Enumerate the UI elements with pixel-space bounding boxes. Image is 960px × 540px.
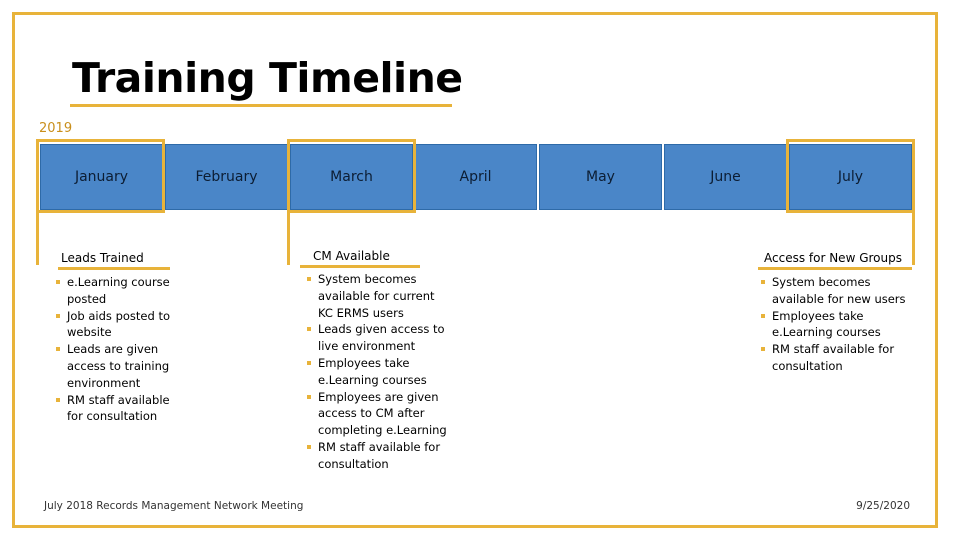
phase-bullets-access-new-groups (760, 274, 910, 375)
footer-meeting-label: July 2018 Records Management Network Meeting (44, 500, 304, 512)
list-item: RM staff available for consultation (306, 439, 448, 473)
phase-underline (58, 267, 170, 270)
phase-underline (300, 265, 420, 268)
list-item: System becomes available for new users (760, 274, 910, 308)
phase-heading-cm-available: CM Available (313, 249, 390, 263)
list-item: RM staff available for consultation (55, 392, 185, 426)
list-item: Employees are given access to CM after completing e.Learning (306, 389, 448, 439)
month-april: April (414, 144, 537, 210)
phase-bullets-leads-trained (55, 274, 185, 425)
month-march: March (290, 144, 413, 210)
list-item: Leads given access to live environment (306, 321, 448, 355)
year-label: 2019 (39, 121, 73, 136)
list-item: Employees take e.Learning courses (306, 355, 448, 389)
month-july: July (789, 144, 912, 210)
phase-heading-leads-trained: Leads Trained (61, 251, 144, 265)
list-item: Employees take e.Learning courses (760, 308, 910, 342)
phase-underline (758, 267, 912, 270)
list-item: Leads are given access to training environment (55, 341, 185, 391)
connector-left (36, 210, 39, 265)
month-february: February (165, 144, 288, 210)
connector-mid (287, 210, 290, 265)
list-item: RM staff available for consultation (760, 341, 910, 375)
phase-heading-access-new-groups: Access for New Groups (764, 251, 902, 265)
month-timeline (40, 144, 912, 210)
month-june: June (664, 144, 787, 210)
month-may: May (539, 144, 662, 210)
month-january: January (40, 144, 163, 210)
list-item: System becomes available for current KC ERMS users (306, 271, 448, 321)
list-item: e.Learning course posted (55, 274, 185, 308)
slide-title: Training Timeline (72, 54, 463, 102)
list-item: Job aids posted to website (55, 308, 185, 342)
connector-right (912, 210, 915, 265)
footer-date: 9/25/2020 (856, 500, 910, 512)
title-underline (70, 104, 452, 107)
phase-bullets-cm-available (306, 271, 448, 473)
